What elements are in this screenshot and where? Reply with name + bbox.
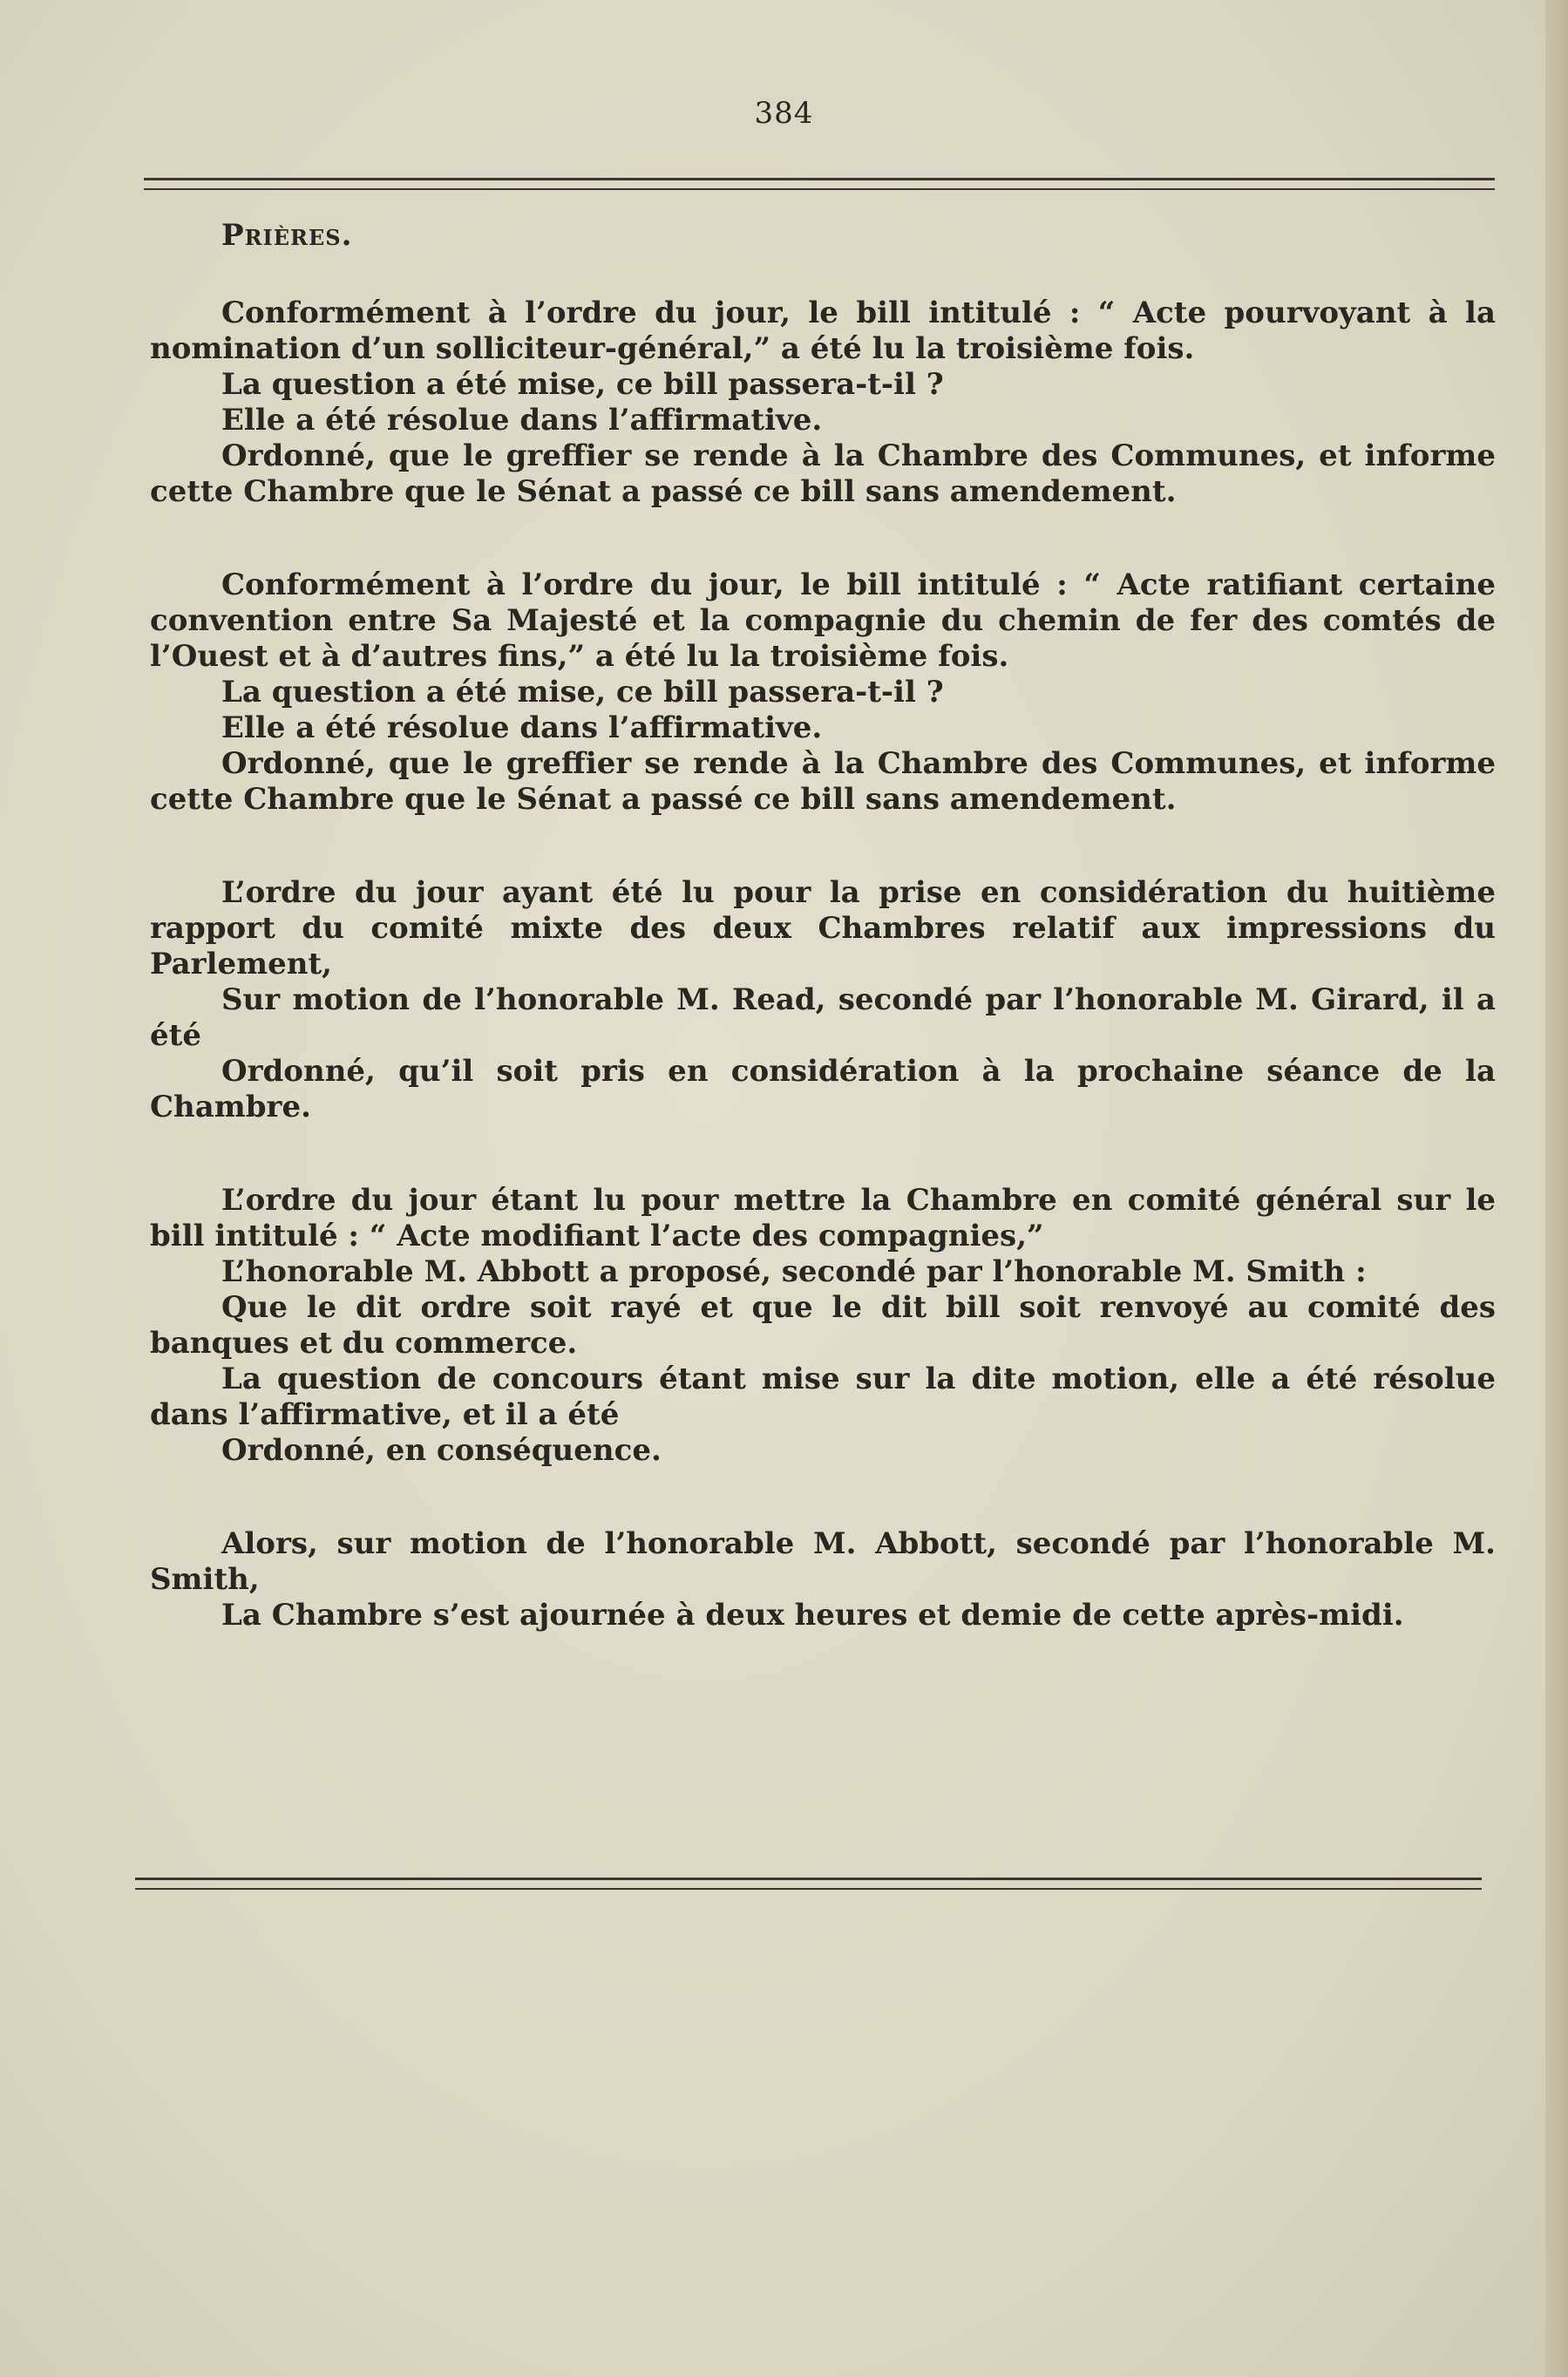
paragraph: L’ordre du jour étant lu pour mettre la Chambre en comité général sur le bill intitulé : “ Acte modifiant l’acte des compagnies,”	[150, 1183, 1496, 1253]
paragraph: Ordonné, que le greffier se rende à la Chambre des Communes, et informe cette Chambre que le Sénat a passé ce bill sans amendement.	[150, 746, 1496, 817]
paragraph: La Chambre s’est ajournée à deux heures et demie de cette après-midi.	[221, 1598, 1404, 1633]
paragraph: Ordonné, qu’il soit pris en considération à la prochaine séance de la Chambre.	[150, 1054, 1496, 1124]
paragraph: Que le dit ordre soit rayé et que le dit bill soit renvoyé au comité des banques et du commerce.	[150, 1290, 1496, 1361]
entry-5	[150, 1526, 1496, 1633]
paragraph: L’honorable M. Abbott a proposé, secondé par l’honorable M. Smith :	[221, 1254, 1367, 1289]
page-edge	[1545, 0, 1568, 2377]
paragraph: Conformément à l’ordre du jour, le bill intitulé : “ Acte pourvoyant à la nomination d’un solliciteur-général,” a été lu la troisième fois.	[150, 295, 1496, 366]
paragraph: La question a été mise, ce bill passera-t-il ?	[221, 367, 944, 402]
paragraph: L’ordre du jour ayant été lu pour la prise en considération du huitième rapport du comité mixte des deux Chambres relatif aux impressions du Parlement,	[150, 875, 1496, 981]
footer-rule	[135, 1878, 1482, 1890]
header-rule	[144, 178, 1495, 190]
paragraph: Ordonné, que le greffier se rende à la Chambre des Communes, et informe cette Chambre que le Sénat a passé ce bill sans amendement.	[150, 438, 1496, 509]
paragraph: Alors, sur motion de l’honorable M. Abbott, secondé par l’honorable M. Smith,	[150, 1526, 1496, 1597]
paragraph: Elle a été résolue dans l’affirmative.	[221, 403, 823, 438]
paragraph: La question a été mise, ce bill passera-t-il ?	[221, 675, 944, 710]
section-heading: Prières.	[221, 218, 353, 253]
page-number: 384	[754, 96, 814, 131]
paragraph: La question de concours étant mise sur la dite motion, elle a été résolue dans l’affirmative, et il a été	[150, 1362, 1496, 1432]
entry-1	[150, 295, 1496, 510]
paragraph: Elle a été résolue dans l’affirmative.	[221, 710, 823, 745]
paragraph: Sur motion de l’honorable M. Read, secondé par l’honorable M. Girard, il a été	[150, 982, 1496, 1053]
journal-text	[150, 218, 1496, 1691]
paragraph: Ordonné, en conséquence.	[221, 1433, 662, 1468]
paragraph: Conformément à l’ordre du jour, le bill intitulé : “ Acte ratifiant certaine convention entre Sa Majesté et la compagnie du chemin de fer des comtés de l’Ouest et à d’autres fins,” a été lu la troisième fois.	[150, 567, 1496, 674]
entry-3	[150, 875, 1496, 1125]
entry-4	[150, 1183, 1496, 1469]
entry-2	[150, 567, 1496, 818]
